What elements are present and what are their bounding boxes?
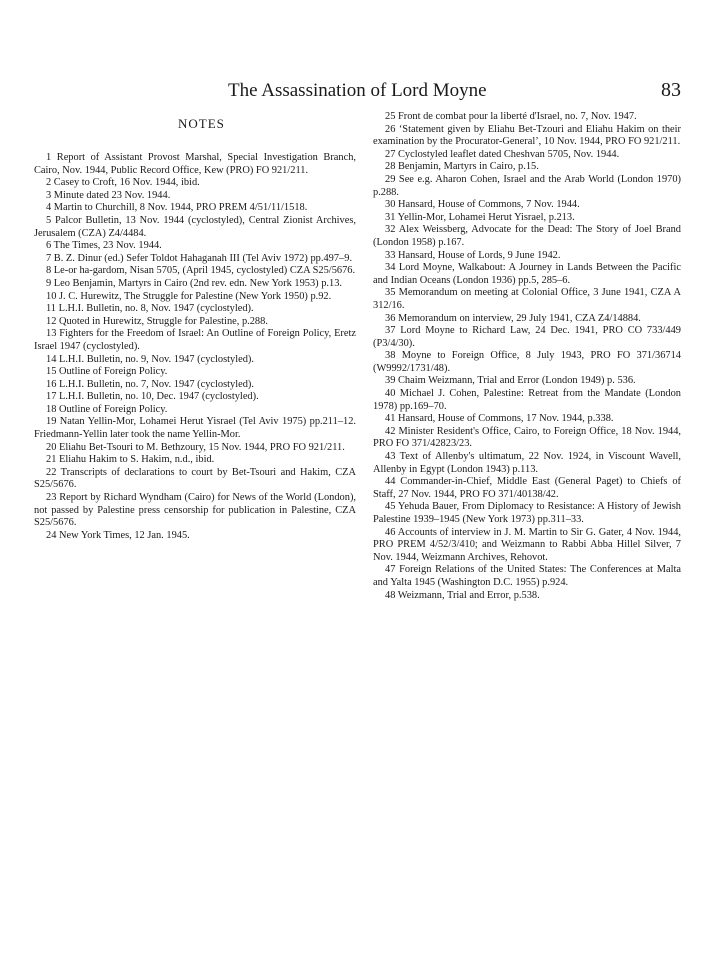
note: 17 L.H.I. Bulletin, no. 10, Dec. 1947 (cyclostyled). [46, 391, 259, 403]
notes-heading: NOTES [178, 116, 225, 131]
note: 22 Transcripts of declarations to court by Bet-Tsouri and Hakim, CZA S25/5676. [34, 466, 356, 491]
note: 4 Martin to Churchill, 8 Nov. 1944, PRO PREM 4/51/11/1518. [46, 202, 308, 214]
note: 13 Fighters for the Freedom of Israel: An Outline of Foreign Policy, Eretz Israel 1947 (cyclostyled). [34, 328, 356, 352]
note: 43 Text of Allenby's ultimatum, 22 Nov. 1924, in Viscount Wavell, Allenby in Egypt (London 1943) p.113. [373, 451, 681, 475]
note: 48 Weizmann, Trial and Error, p.538. [385, 589, 540, 601]
note: 31 Yellin-Mor, Lohamei Herut Yisrael, p.213. [385, 211, 575, 223]
note: 11 L.H.I. Bulletin, no. 8, Nov. 1947 (cyclostyled). [46, 303, 254, 315]
note: 20 Eliahu Bet-Tsouri to M. Bethzoury, 15 Nov. 1944, PRO FO 921/211. [46, 441, 345, 453]
note: 15 Outline of Foreign Policy. [46, 366, 168, 378]
note: 29 See e.g. Aharon Cohen, Israel and the Arab World (London 1970) p.288. [373, 173, 681, 198]
note: 30 Hansard, House of Commons, 7 Nov. 1944. [385, 199, 580, 211]
note: 5 Palcor Bulletin, 13 Nov. 1944 (cyclostyled), Central Zionist Archives, Jerusalem (CZA) Z4/4484. [34, 214, 356, 239]
note: 28 Benjamin, Martyrs in Cairo, p.15. [385, 161, 539, 173]
notes-column-left [34, 152, 356, 542]
note: 26 ‘Statement given by Eliahu Bet-Tzouri and Eliahu Hakim on their examination by the Procurator-General’, 10 Nov. 1944, PRO FO 921/211. [373, 123, 681, 148]
note: 38 Moyne to Foreign Office, 8 July 1943, PRO FO 371/36714 (W9992/1731/48). [373, 350, 681, 374]
note: 47 Foreign Relations of the United States: The Conferences at Malta and Yalta 1945 (Washington D.C. 1955) p.924. [373, 564, 681, 588]
note: 37 Lord Moyne to Richard Law, 24 Dec. 1941, PRO CO 733/449 (P3/4/30). [373, 325, 681, 349]
note: 35 Memorandum on meeting at Colonial Office, 3 June 1941, CZA A 312/16. [373, 287, 681, 311]
note: 34 Lord Moyne, Walkabout: A Journey in Lands Between the Pacific and Indian Oceans (London 1936) pp.5, 285–6. [373, 262, 681, 286]
note: 36 Memorandum on interview, 29 July 1941, CZA Z4/14884. [385, 312, 641, 324]
note: 18 Outline of Foreign Policy. [46, 403, 168, 415]
note: 10 J. C. Hurewitz, The Struggle for Palestine (New York 1950) p.92. [46, 290, 332, 302]
running-head: The Assassination of Lord Moyne [228, 80, 487, 101]
note: 45 Yehuda Bauer, From Diplomacy to Resistance: A History of Jewish Palestine 1939–1945 (New York 1973) pp.311–33. [373, 501, 681, 525]
note: 41 Hansard, House of Commons, 17 Nov. 1944, p.338. [385, 413, 614, 425]
note: 14 L.H.I. Bulletin, no. 9, Nov. 1947 (cyclostyled). [46, 353, 254, 365]
note: 40 Michael J. Cohen, Palestine: Retreat from the Mandate (London 1978) pp.169–70. [373, 388, 681, 412]
note: 6 The Times, 23 Nov. 1944. [46, 240, 162, 252]
note: 42 Minister Resident's Office, Cairo, to Foreign Office, 18 Nov. 1944, PRO FO 371/42823/23. [373, 425, 681, 450]
note: 32 Alex Weissberg, Advocate for the Dead: The Story of Joel Brand (London 1958) p.167. [373, 224, 681, 248]
note: 44 Commander-in-Chief, Middle East (General Paget) to Chiefs of Staff, 27 Nov. 1944, PRO FO 371/40138/42. [373, 476, 681, 500]
note: 27 Cyclostyled leaflet dated Cheshvan 5705, Nov. 1944. [385, 148, 620, 160]
note: 25 Front de combat pour la liberté d'Israel, no. 7, Nov. 1947. [385, 111, 637, 122]
note: 19 Natan Yellin-Mor, Lohamei Herut Yisrael (Tel Aviv 1975) pp.211–12. Friedmann-Yellin later took the name Yellin-Mor. [34, 416, 356, 441]
note: 39 Chaim Weizmann, Trial and Error (London 1949) p. 536. [385, 375, 636, 387]
note: 2 Casey to Croft, 16 Nov. 1944, ibid. [46, 177, 200, 189]
note: 12 Quoted in Hurewitz, Struggle for Palestine, p.288. [46, 315, 268, 327]
note: 16 L.H.I. Bulletin, no. 7, Nov. 1947 (cyclostyled). [46, 378, 254, 390]
note: 46 Accounts of interview in J. M. Martin to Sir G. Gater, 4 Nov. 1944, PRO PREM 4/52/3/410; and Weizmann to Rabbi Abba Hillel Silver, 7 Nov. 1944, Weizmann Archives, Rehovot. [373, 526, 681, 563]
note: 9 Leo Benjamin, Martyrs in Cairo (2nd rev. edn. New York 1953) p.13. [46, 277, 342, 289]
page-number: 83 [661, 79, 681, 101]
note: 1 Report of Assistant Provost Marshal, Special Investigation Branch, Cairo, Nov. 1944, Public Record Office, Kew (PRO) FO 921/211. [34, 152, 356, 176]
note: 3 Minute dated 23 Nov. 1944. [46, 189, 171, 201]
note: 8 Le-or ha-gardom, Nisan 5705, (April 1945, cyclostyled) CZA S25/5676. [46, 265, 356, 277]
note: 21 Eliahu Hakim to S. Hakim, n.d., ibid. [46, 454, 215, 466]
note: 23 Report by Richard Wyndham (Cairo) for News of the World (London), not passed by Palestine press censorship for publication in Palestine, CZA S25/5676. [34, 492, 356, 529]
note: 33 Hansard, House of Lords, 9 June 1942. [385, 249, 561, 261]
note: 24 New York Times, 12 Jan. 1945. [46, 529, 190, 541]
notes-column-right [373, 111, 681, 602]
note: 7 B. Z. Dinur (ed.) Sefer Toldot Hahaganah III (Tel Aviv 1972) pp.497–9. [46, 252, 353, 264]
